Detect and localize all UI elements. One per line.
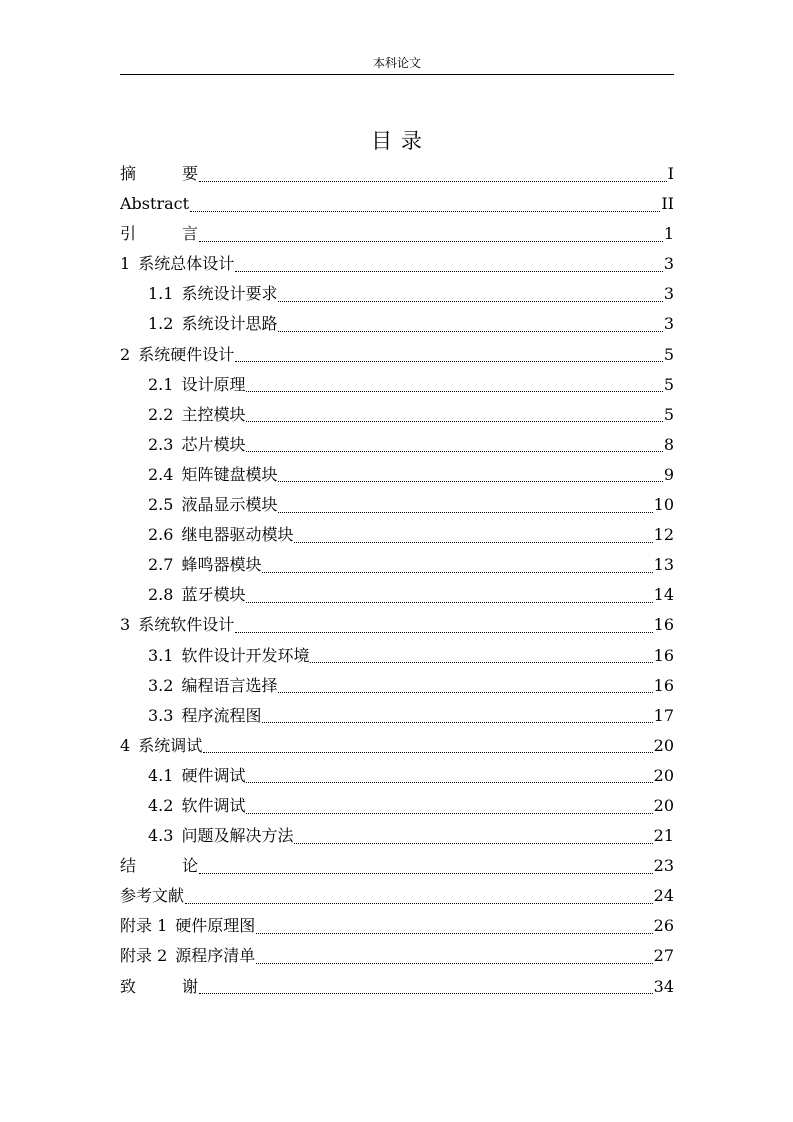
toc-entry-number: 3.2 <box>148 675 174 695</box>
toc-entry-page: 23 <box>653 856 674 876</box>
dot-leader <box>256 963 652 964</box>
toc-entry-label <box>120 340 234 370</box>
running-header: 本科论文 <box>372 56 421 70</box>
toc-entry[interactable] <box>120 189 674 219</box>
toc-entry-number: 4 <box>120 735 131 755</box>
toc-entry-page: 14 <box>653 585 674 605</box>
toc-entry[interactable] <box>120 851 674 881</box>
toc-entry-page: 27 <box>653 946 674 966</box>
toc-entry-page: 5 <box>663 404 674 424</box>
toc-entry-text: 问题及解决方法 <box>181 826 294 846</box>
toc-entry-number: 2.1 <box>148 374 174 394</box>
toc-entry-page: 5 <box>663 374 674 394</box>
toc-entry[interactable] <box>120 641 674 671</box>
toc-entry[interactable] <box>120 309 674 339</box>
toc-entry-label <box>120 881 184 911</box>
toc-entry-text: 参考文献 <box>120 886 185 906</box>
dot-leader <box>262 572 652 573</box>
toc-entry-label-part: 致 <box>120 976 137 996</box>
toc-entry-label-part: 谢 <box>181 976 198 996</box>
toc-entry-label <box>148 400 245 430</box>
toc-entry-page: 3 <box>663 254 674 274</box>
toc-entry-number: 3 <box>120 615 131 635</box>
toc-entry-text: 编程语言选择 <box>181 675 278 695</box>
dot-leader <box>246 813 652 814</box>
toc-entry-text: 液晶显示模块 <box>181 495 278 515</box>
toc-entry-text: 硬件调试 <box>181 765 246 785</box>
toc-entry-number: 1 <box>120 254 131 274</box>
toc-entry[interactable] <box>120 460 674 490</box>
toc-entry-page: 3 <box>663 284 674 304</box>
dot-leader <box>278 692 652 693</box>
toc-entry-page: II <box>661 194 674 214</box>
toc-entry-text: 源程序清单 <box>175 946 256 966</box>
dot-leader <box>278 331 662 332</box>
toc-entry-label <box>148 550 261 580</box>
toc-entry-page: 8 <box>663 434 674 454</box>
toc-entry[interactable] <box>120 610 674 640</box>
toc-entry-text: Abstract <box>120 194 190 214</box>
toc-entry-label <box>148 791 245 821</box>
toc-entry-text: 矩阵键盘模块 <box>181 464 278 484</box>
dot-leader <box>235 271 663 272</box>
toc-entry-label <box>148 701 261 731</box>
dot-leader <box>199 873 653 874</box>
toc-entry-text: 蓝牙模块 <box>181 585 246 605</box>
toc-entry-number: 2.7 <box>148 555 174 575</box>
toc-entry-label <box>148 520 293 550</box>
toc-entry-label <box>120 731 202 761</box>
toc-entry[interactable] <box>120 941 674 971</box>
toc-entry[interactable] <box>120 671 674 701</box>
toc-entry-label <box>120 911 255 941</box>
dot-leader <box>256 933 652 934</box>
toc-entry-label <box>120 219 198 249</box>
dot-leader <box>294 843 652 844</box>
toc-entry-text: 系统设计思路 <box>181 314 278 334</box>
toc-entry-label <box>120 610 234 640</box>
toc-entry-text: 系统总体设计 <box>138 254 235 274</box>
toc-entry-number: 1.1 <box>148 284 174 304</box>
toc-entry[interactable] <box>120 219 674 249</box>
dot-leader <box>246 391 662 392</box>
dot-leader <box>235 632 652 633</box>
toc-entry-text: 程序流程图 <box>181 705 262 725</box>
toc-entry-page: 5 <box>663 344 674 364</box>
toc-entry[interactable] <box>120 580 674 610</box>
toc-entry-label <box>148 821 293 851</box>
dot-leader <box>246 782 652 783</box>
toc-entry-text: 芯片模块 <box>181 434 246 454</box>
toc-entry-label <box>148 490 277 520</box>
dot-leader <box>278 512 652 513</box>
toc-entry-page: 16 <box>653 615 674 635</box>
toc-entry-number: 4.2 <box>148 795 174 815</box>
toc-entry-text: 系统硬件设计 <box>138 344 235 364</box>
toc-entry[interactable] <box>120 340 674 370</box>
toc-entry-page: 10 <box>653 495 674 515</box>
toc-entry-number: 1.2 <box>148 314 174 334</box>
toc-entry-label-part: 论 <box>181 856 198 876</box>
toc-entry-text: 系统软件设计 <box>138 615 235 635</box>
toc-entry-text: 蜂鸣器模块 <box>181 555 262 575</box>
toc-entry-page: 12 <box>653 525 674 545</box>
toc-entry-label <box>148 279 277 309</box>
toc-entry[interactable] <box>120 490 674 520</box>
toc-entry-label <box>120 972 198 1002</box>
toc-entry-text: 设计原理 <box>181 374 246 394</box>
toc-entry-label <box>148 309 277 339</box>
dot-leader <box>190 211 660 212</box>
toc-entry-page: 20 <box>653 795 674 815</box>
toc-entry-text: 系统调试 <box>138 735 203 755</box>
toc-entry-page: 24 <box>653 886 674 906</box>
toc-entry-page: 20 <box>653 765 674 785</box>
toc-entry[interactable] <box>120 701 674 731</box>
toc-entry-number: 附录 1 <box>120 916 168 936</box>
toc-entry[interactable] <box>120 430 674 460</box>
toc-entry-page: 16 <box>653 675 674 695</box>
toc-entry-text: 软件调试 <box>181 795 246 815</box>
table-of-contents <box>120 159 674 1002</box>
toc-entry-page: 20 <box>653 735 674 755</box>
dot-leader <box>185 903 653 904</box>
toc-entry-text: 软件设计开发环境 <box>181 645 310 665</box>
toc-entry[interactable] <box>120 249 674 279</box>
toc-entry-text: 硬件原理图 <box>175 916 256 936</box>
toc-entry-number: 3.1 <box>148 645 174 665</box>
toc-entry-label <box>120 941 255 971</box>
toc-entry-label <box>148 641 309 671</box>
toc-entry-page: 17 <box>653 705 674 725</box>
toc-entry-number: 2.6 <box>148 525 174 545</box>
toc-entry-page: 26 <box>653 916 674 936</box>
toc-entry-page: 21 <box>653 826 674 846</box>
toc-entry-label <box>148 671 277 701</box>
toc-entry-number: 2.2 <box>148 404 174 424</box>
toc-entry[interactable] <box>120 370 674 400</box>
toc-entry[interactable] <box>120 972 674 1002</box>
dot-leader <box>278 301 662 302</box>
toc-entry-label <box>148 430 245 460</box>
dot-leader <box>310 662 652 663</box>
toc-entry-page: 9 <box>663 464 674 484</box>
toc-entry-number: 3.3 <box>148 705 174 725</box>
dot-leader <box>199 181 667 182</box>
toc-entry[interactable] <box>120 279 674 309</box>
toc-entry-number: 4.1 <box>148 765 174 785</box>
toc-entry-label-part: 结 <box>120 856 137 876</box>
toc-entry-label-part: 引 <box>120 224 137 244</box>
toc-entry[interactable] <box>120 821 674 851</box>
toc-entry-label <box>120 189 189 219</box>
toc-entry-page: 1 <box>663 224 674 244</box>
toc-entry-number: 2.8 <box>148 585 174 605</box>
dot-leader <box>199 241 663 242</box>
toc-entry[interactable] <box>120 791 674 821</box>
toc-entry[interactable] <box>120 550 674 580</box>
toc-entry-label-part: 要 <box>181 164 198 183</box>
toc-entry-text: 系统设计要求 <box>181 284 278 304</box>
toc-entry[interactable] <box>120 159 674 189</box>
toc-entry-label <box>148 370 245 400</box>
toc-entry-page: 13 <box>653 555 674 575</box>
header-rule <box>120 74 674 75</box>
toc-title: 目 录 <box>371 129 423 153</box>
toc-entry-page: 16 <box>653 645 674 665</box>
dot-leader <box>294 542 652 543</box>
toc-entry-page: 34 <box>653 976 674 996</box>
toc-entry-label <box>120 159 198 189</box>
dot-leader <box>262 722 652 723</box>
dot-leader <box>246 602 652 603</box>
toc-entry-text: 主控模块 <box>181 404 246 424</box>
dot-leader <box>278 481 662 482</box>
toc-entry[interactable] <box>120 911 674 941</box>
toc-entry-label <box>120 851 198 881</box>
toc-entry-label <box>148 761 245 791</box>
toc-entry-number: 附录 2 <box>120 946 168 966</box>
toc-entry-number: 4.3 <box>148 826 174 846</box>
dot-leader <box>199 993 653 994</box>
toc-entry-label-part: 摘 <box>120 164 137 183</box>
toc-entry-page: I <box>667 164 674 183</box>
toc-entry-number: 2.3 <box>148 434 174 454</box>
toc-entry-label <box>120 249 234 279</box>
toc-entry-number: 2.4 <box>148 464 174 484</box>
toc-entry-label <box>148 460 277 490</box>
dot-leader <box>235 361 663 362</box>
toc-entry-number: 2.5 <box>148 495 174 515</box>
toc-entry-label <box>148 580 245 610</box>
toc-entry-label-part: 言 <box>181 224 198 244</box>
toc-entry-number: 2 <box>120 344 131 364</box>
toc-entry[interactable] <box>120 731 674 761</box>
dot-leader <box>246 451 662 452</box>
toc-entry-page: 3 <box>663 314 674 334</box>
toc-entry[interactable] <box>120 761 674 791</box>
toc-entry-text: 继电器驱动模块 <box>181 525 294 545</box>
toc-entry[interactable] <box>120 400 674 430</box>
toc-entry[interactable] <box>120 520 674 550</box>
dot-leader <box>203 752 652 753</box>
toc-entry[interactable] <box>120 881 674 911</box>
dot-leader <box>246 421 662 422</box>
